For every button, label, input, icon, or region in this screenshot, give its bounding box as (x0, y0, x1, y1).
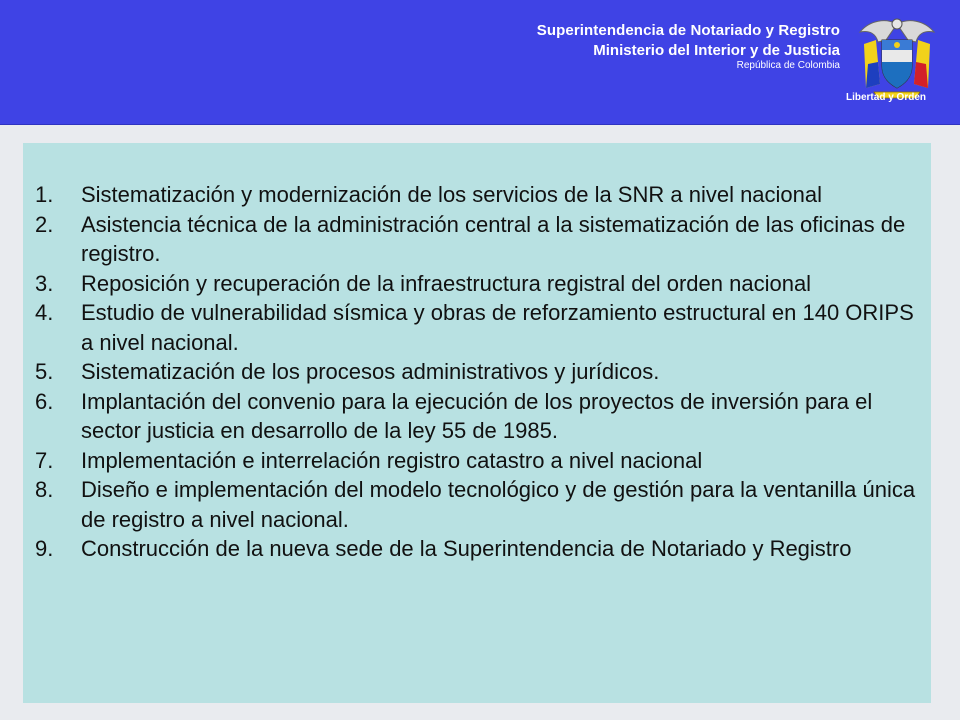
item-number: 7. (35, 447, 54, 473)
item-text: Implantación del convenio para la ejecución de los proyectos de inversión para el sector justicia en desarrollo de la ley 55 de 1985. (81, 388, 873, 443)
list-item (35, 387, 925, 446)
item-text: Implementación e interrelación registro catastro a nivel nacional (81, 447, 703, 473)
list-item (35, 269, 925, 299)
item-number: 6. (35, 388, 54, 414)
item-number: 2. (35, 211, 54, 237)
item-number: 5. (35, 359, 54, 384)
organization-block (537, 22, 840, 72)
item-text: Estudio de vulnerabilidad sísmica y obras de reforzamiento estructural en 140 ORIPS a nivel nacional. (81, 300, 914, 355)
org-name: Superintendencia de Notariado y Registro (536, 22, 840, 39)
motto-text: Libertad y Orden (845, 92, 926, 103)
item-text: Reposición y recuperación de la infraestructura registral del orden nacional (81, 270, 812, 296)
list-item (35, 475, 925, 534)
item-text: Construcción de la nueva sede de la Superintendencia de Notariado y Registro (81, 536, 852, 561)
list-item (35, 180, 925, 210)
item-text: Sistematización de los procesos administrativos y jurídicos. (81, 359, 660, 384)
item-number: 4. (35, 300, 54, 325)
list-item (35, 298, 925, 357)
item-number: 8. (35, 477, 54, 502)
item-number: 9. (35, 536, 54, 561)
list-item (35, 534, 925, 564)
item-text: Asistencia técnica de la administración central a la sistematización de las oficinas de registro. (81, 211, 906, 266)
list-item (35, 210, 925, 269)
list-item (35, 446, 925, 476)
content-panel (23, 143, 931, 703)
ministry-name: Ministerio del Interior y de Justicia (593, 42, 840, 59)
project-list (35, 180, 925, 564)
item-number: 1. (35, 182, 54, 207)
item-number: 3. (35, 270, 54, 296)
list-item (35, 357, 925, 387)
header-banner (0, 0, 960, 125)
item-text: Diseño e implementación del modelo tecnológico y de gestión para la ventanilla única de registro a nivel nacional. (81, 477, 916, 532)
item-text: Sistematización y modernización de los servicios de la SNR a nivel nacional (81, 182, 823, 207)
country-name: República de Colombia (736, 60, 840, 71)
